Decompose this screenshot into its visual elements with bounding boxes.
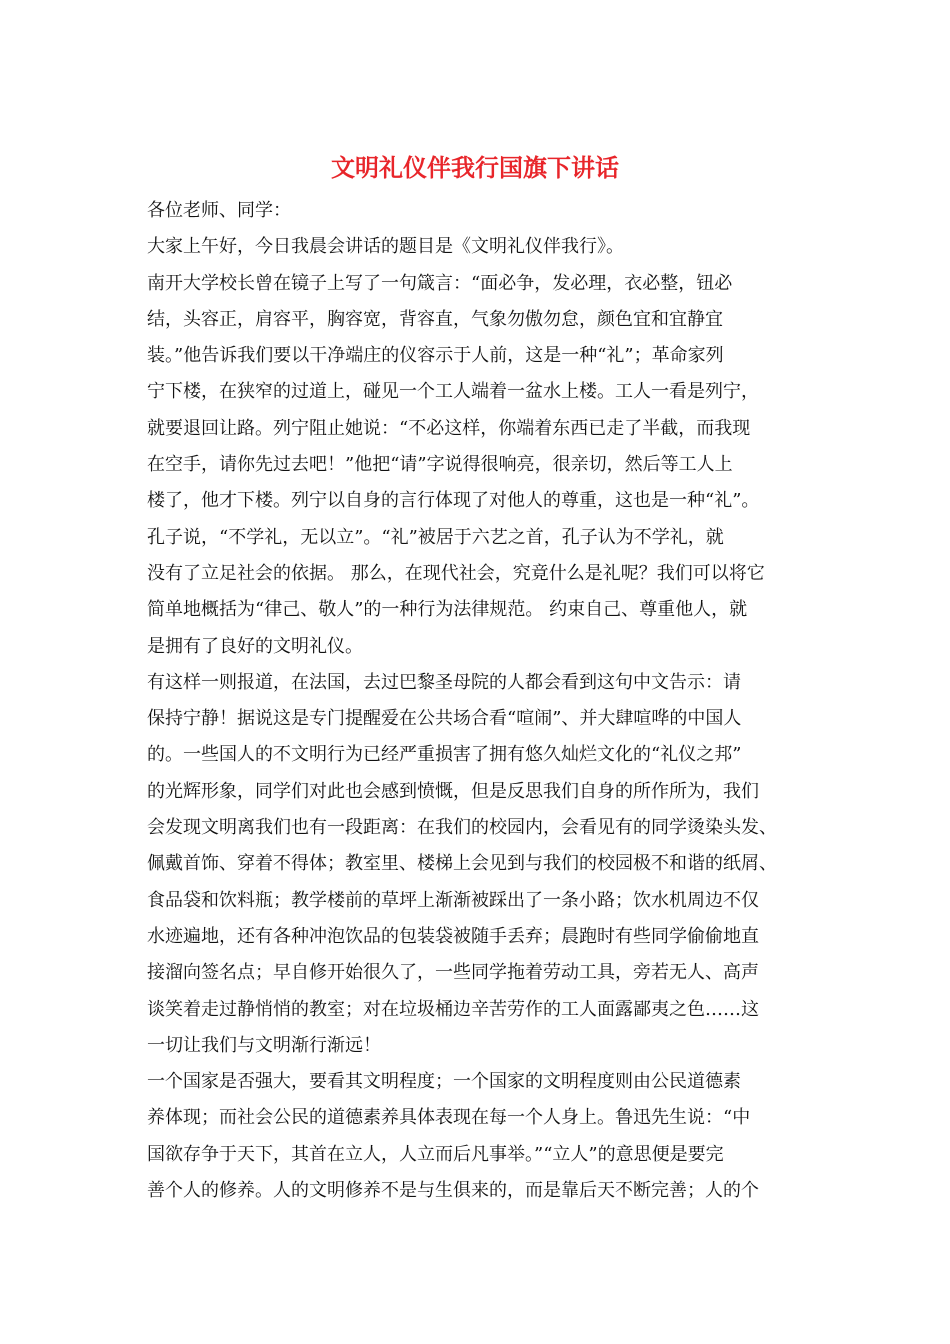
document-body: [147, 193, 813, 1209]
body-line: 结，头容正，肩容平，胸容宽，背容直，气象勿傲勿怠，颜色宜和宜静宜: [147, 308, 723, 330]
body-line: 南开大学校长曾在镜子上写了一句箴言：“面必争，发必理，衣必整，钮必: [147, 272, 733, 294]
body-line: 一切让我们与文明渐行渐远！: [147, 1034, 381, 1056]
body-line: 没有了立足社会的依据。 那么，在现代社会，究竟什么是礼呢？我们可以将它: [147, 562, 765, 584]
body-line: 装。”他告诉我们要以干净端庄的仪容示于人前，这是一种“礼”；革命家列: [147, 345, 724, 367]
body-line: 谈笑着走过静悄悄的教室；对在垃圾桶边辛苦劳作的工人面露鄙夷之色……这: [147, 998, 759, 1020]
body-line: 宁下楼，在狭窄的过道上，碰见一个工人端着一盆水上楼。工人一看是列宁，: [147, 381, 759, 403]
body-line: 就要退回让路。列宁阻止她说：“不必这样，你端着东西已走了半截，而我现: [147, 417, 751, 439]
body-line: 会发现文明离我们也有一段距离：在我们的校园内，会看见有的同学烫染头发、: [147, 817, 777, 839]
body-line: 保持宁静！据说这是专门提醒爱在公共场合看“喧闹”、并大肆喧哗的中国人: [147, 708, 742, 730]
body-line: 的光辉形象，同学们对此也会感到愤慨，但是反思我们自身的所作所为，我们: [147, 780, 759, 802]
document-title: 文明礼仪伴我行国旗下讲话: [331, 153, 619, 182]
body-line: 一个国家是否强大，要看其文明程度；一个国家的文明程度则由公民道德素: [147, 1071, 741, 1093]
body-line: 善个人的修养。人的文明修养不是与生俱来的，而是靠后天不断完善；人的个: [147, 1180, 759, 1202]
body-line: 接溜向签名点；早自修开始很久了，一些同学拖着劳动工具，旁若无人、高声: [147, 962, 759, 984]
body-line: 的。一些国人的不文明行为已经严重损害了拥有悠久灿烂文化的“礼仪之邦”: [147, 744, 742, 766]
body-line: 有这样一则报道，在法国，去过巴黎圣母院的人都会看到这句中文告示：请: [147, 671, 741, 693]
body-line: 是拥有了良好的文明礼仪。: [147, 635, 363, 657]
body-line: 大家上午好，今日我晨会讲话的题目是《文明礼仪伴我行》。: [147, 236, 624, 258]
body-line: 简单地概括为“律己、敬人”的一种行为法律规范。 约束自己、尊重他人，就: [147, 599, 748, 621]
body-line: 在空手，请你先过去吧！”他把“请”字说得很响亮，很亲切，然后等工人上: [147, 454, 733, 476]
body-line: 食品袋和饮料瓶；教学楼前的草坪上渐渐被踩出了一条小路；饮水机周边不仅: [147, 889, 759, 911]
body-line: 国欲存争于天下，其首在立人，人立而后凡事举。”“立人”的意思便是要完: [147, 1143, 724, 1165]
body-line: 佩戴首饰、穿着不得体；教室里、楼梯上会见到与我们的校园极不和谐的纸屑、: [147, 853, 777, 875]
body-line: 水迹遍地，还有各种冲泡饮品的包装袋被随手丢弃；晨跑时有些同学偷偷地直: [147, 925, 759, 947]
body-line: 各位老师、同学：: [147, 200, 291, 221]
body-line: 养体现；而社会公民的道德素养具体表现在每一个人身上。鲁迅先生说：“中: [147, 1107, 751, 1129]
body-line: 楼了，他才下楼。列宁以自身的言行体现了对他人的尊重，这也是一种“礼”。: [147, 490, 760, 512]
body-line: 孔子说，“不学礼，无以立”。“礼”被居于六艺之首，孔子认为不学礼，就: [147, 526, 724, 548]
